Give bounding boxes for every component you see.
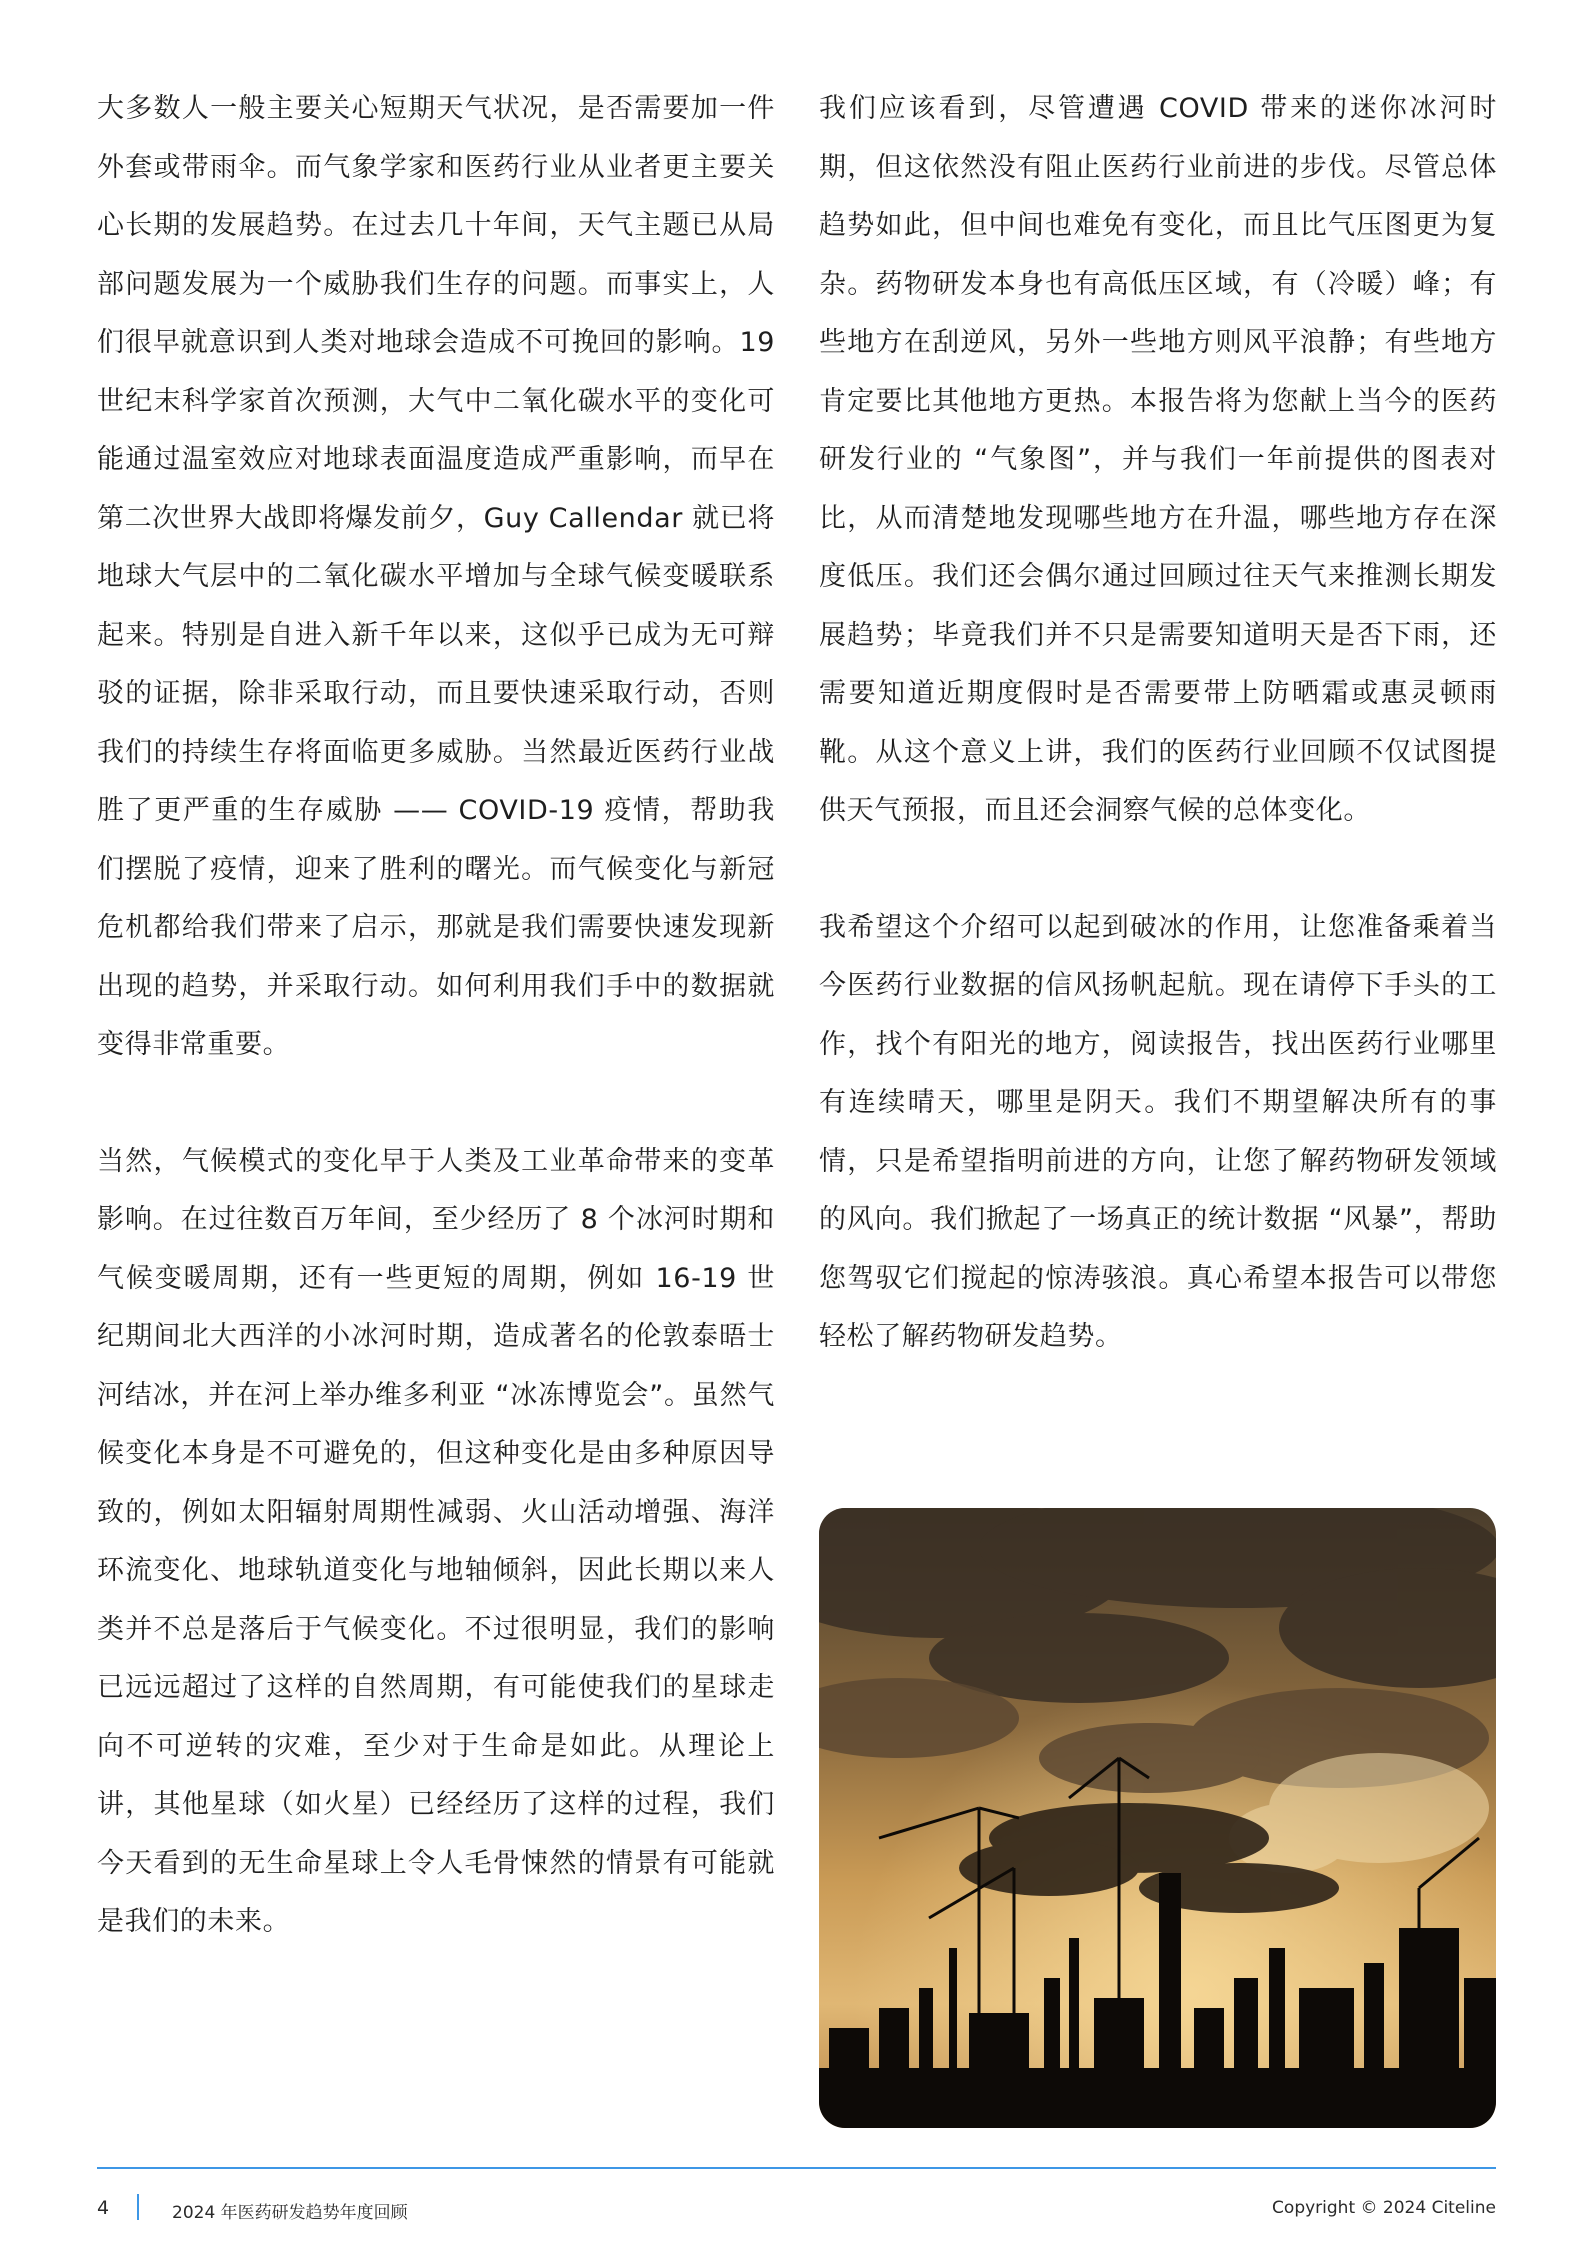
footer-divider — [97, 2167, 1496, 2169]
paragraph: 大多数人一般主要关心短期天气状况，是否需要加一件外套或带雨伞。而气象学家和医药行业从业者更主要关心长期的发展趋势。在过去几十年间，天气主题已从局部问题发展为一个威胁我们生存的问题。而事实上，人们很早就意识到人类对地球会造成不可挽回的影响。19 世纪末科学家首次预测，大气中二氧化碳水平的变化可能通过温室效应对地球表面温度造成严重影响，而早在第二次世界大战即将爆发前夕，Guy Callendar 就已将地球大气层中的二氧化碳水平增加与全球气候变暖联系起来。特别是自进入新千年以来，这似乎已成为无可辩驳的证据，除非采取行动，而且要快速采取行动，否则我们的持续生存将面临更多威胁。当然最近医药行业战胜了更严重的生存威胁 —— COVID-19 疫情，帮助我们摆脱了疫情，迎来了胜利的曙光。而气候变化与新冠危机都给我们带来了启示，那就是我们需要快速发现新出现的趋势，并采取行动。如何利用我们手中的数据就变得非常重要。 — [97, 93, 775, 1060]
footer-separator — [137, 2194, 139, 2220]
page-number: 4 — [97, 2197, 110, 2219]
document-title: 2024 年医药研发趋势年度回顾 — [172, 2203, 408, 2223]
right-column — [819, 80, 1497, 1367]
left-column — [97, 80, 775, 1952]
copyright-notice: Copyright © 2024 Citeline — [1272, 2198, 1496, 2218]
paragraph: 我们应该看到，尽管遭遇 COVID 带来的迷你冰河时期，但这依然没有阻止医药行业前进的步伐。尽管总体趋势如此，但中间也难免有变化，而且比气压图更为复杂。药物研发本身也有高低压区域，有（冷暖）峰；有些地方在刮逆风，另外一些地方则风平浪静；有些地方肯定要比其他地方更热。本报告将为您献上当今的医药研发行业的 “气象图”，并与我们一年前提供的图表对比，从而清楚地发现哪些地方在升温，哪些地方存在深度低压。我们还会偶尔通过回顾过往天气来推测长期发展趋势；毕竟我们并不只是需要知道明天是否下雨，还需要知道近期度假时是否需要带上防晒霜或惠灵顿雨靴。从这个意义上讲，我们的医药行业回顾不仅试图提供天气预报，而且还会洞察气候的总体变化。 — [819, 93, 1497, 826]
industrial-skyline-photo — [819, 1508, 1496, 2128]
paragraph-gap — [97, 1075, 775, 1133]
paragraph-gap — [819, 841, 1497, 899]
page-footer — [97, 2197, 1496, 2227]
paragraph: 我希望这个介绍可以起到破冰的作用，让您准备乘着当今医药行业数据的信风扬帆起航。现在请停下手头的工作，找个有阳光的地方，阅读报告，找出医药行业哪里有连续晴天，哪里是阴天。我们不期望解决所有的事情，只是希望指明前进的方向，让您了解药物研发领域的风向。我们掀起了一场真正的统计数据 “风暴”，帮助您驾驭它们搅起的惊涛骇浪。真心希望本报告可以带您轻松了解药物研发趋势。 — [819, 911, 1497, 1352]
photo-illustration — [819, 1508, 1496, 2128]
paragraph: 当然，气候模式的变化早于人类及工业革命带来的变革影响。在过往数百万年间，至少经历了 8 个冰河时期和气候变暖周期，还有一些更短的周期，例如 16-19 世纪期间北大西洋的小冰河时期，造成著名的伦敦泰晤士河结冰，并在河上举办维多利亚 “冰冻博览会”。虽然气候变化本身是不可避免的，但这种变化是由多种原因导致的，例如太阳辐射周期性减弱、火山活动增强、海洋环流变化、地球轨道变化与地轴倾斜，因此长期以来人类并不总是落后于气候变化。不过很明显，我们的影响已远远超过了这样的自然周期，有可能使我们的星球走向不可逆转的灾难，至少对于生命是如此。从理论上讲，其他星球（如火星）已经经历了这样的过程，我们今天看到的无生命星球上令人毛骨悚然的情景有可能就是我们的未来。 — [97, 1145, 775, 1937]
